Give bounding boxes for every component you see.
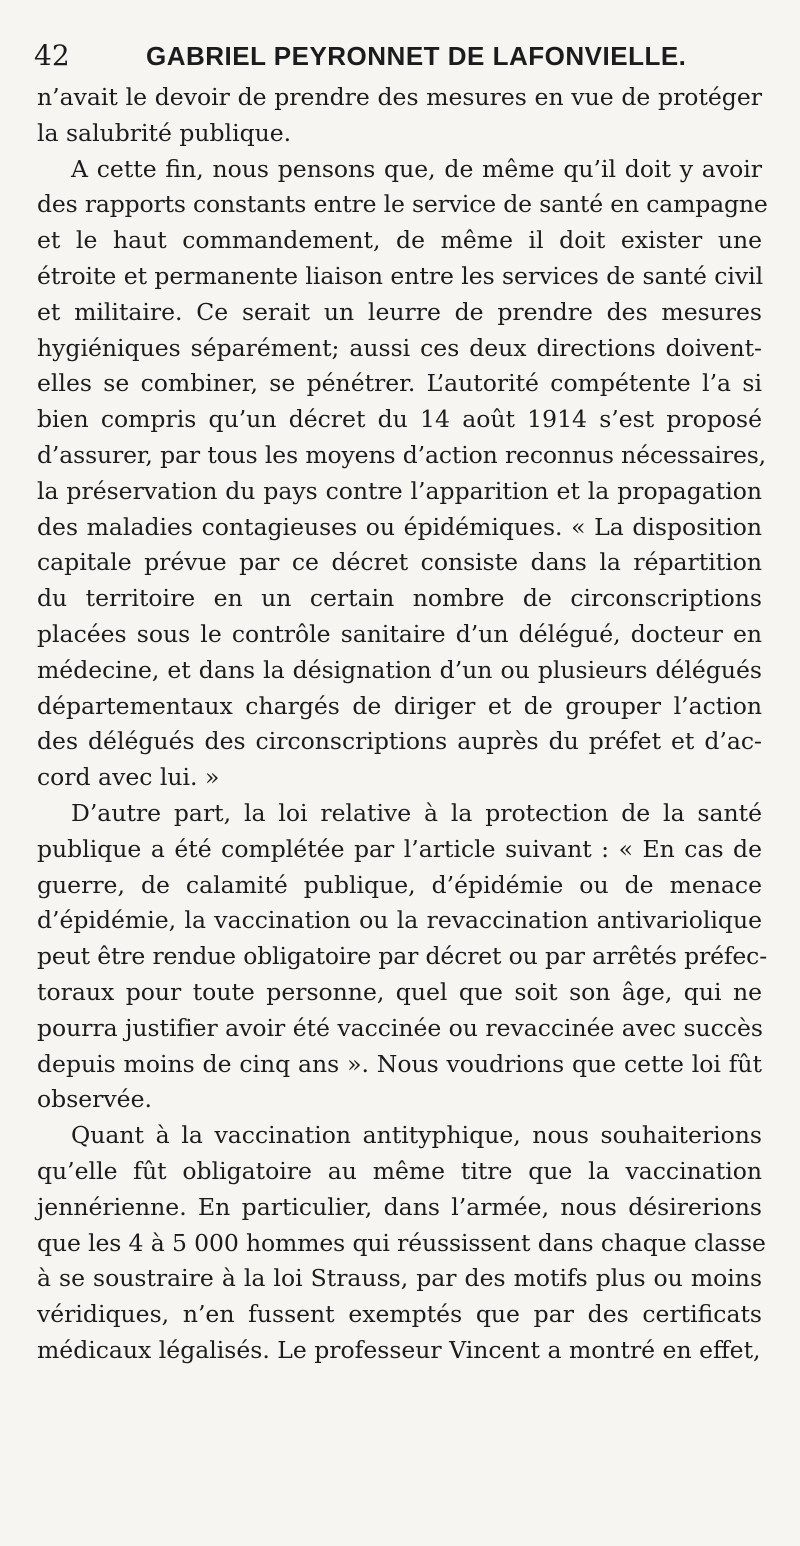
text-line: observée.	[37, 1085, 152, 1114]
text-line: guerre, de calamité publique, d’épidémie ou de menace	[37, 870, 762, 899]
text-line: bien compris qu’un décret du 14 août 1914 s’est proposé	[37, 405, 762, 434]
text-line: peut être rendue obligatoire par décret ou par arrêtés préfec-	[37, 942, 767, 971]
text-line: cord avec lui. »	[37, 763, 220, 792]
text-line: des délégués des circonscriptions auprès du préfet et d’ac-	[37, 727, 762, 756]
paragraph	[37, 152, 768, 796]
text-line: départementaux chargés de diriger et de grouper l’action	[37, 691, 762, 720]
text-line: que les 4 à 5 000 hommes qui réussissent dans chaque classe	[37, 1228, 766, 1257]
text-line: et militaire. Ce serait un leurre de prendre des mesures	[37, 297, 762, 326]
text-line: toraux pour toute personne, quel que soit son âge, qui ne	[37, 977, 762, 1006]
text-line: du territoire en un certain nombre de circonscriptions	[37, 584, 762, 613]
text-line: depuis moins de cinq ans ». Nous voudrions que cette loi fût	[37, 1049, 762, 1078]
paragraph	[37, 796, 767, 1118]
text-line: jennérienne. En particulier, dans l’armée, nous désirerions	[37, 1192, 762, 1221]
text-line: pourra justifier avoir été vaccinée ou revaccinée avec succès	[37, 1013, 763, 1042]
text-line: placées sous le contrôle sanitaire d’un délégué, docteur en	[37, 619, 762, 648]
text-line: hygiéniques séparément; aussi ces deux directions doivent-	[37, 333, 762, 362]
text-line: étroite et permanente liaison entre les services de santé civil	[37, 261, 764, 290]
text-line: D’autre part, la loi relative à la protection de la santé	[71, 798, 762, 827]
text-line: et le haut commandement, de même il doit exister une	[37, 226, 762, 255]
text-line: véridiques, n’en fussent exemptés que par des certificats	[37, 1300, 762, 1329]
text-line: médicaux légalisés. Le professeur Vincent a montré en effet,	[37, 1335, 761, 1364]
text-line: Quant à la vaccination antityphique, nous souhaiterions	[71, 1121, 762, 1150]
text-line: publique a été complétée par l’article suivant : « En cas de	[37, 834, 762, 863]
text-line: d’épidémie, la vaccination ou la revaccination antivariolique	[37, 906, 762, 935]
text-line: d’assurer, par tous les moyens d’action reconnus nécessaires,	[37, 440, 767, 469]
text-line: des rapports constants entre le service de santé en campagne	[37, 190, 768, 219]
text-line: des maladies contagieuses ou épidémiques. « La disposition	[37, 512, 762, 541]
body-text	[37, 80, 768, 1369]
paragraph	[37, 80, 762, 152]
text-line: la préservation du pays contre l’apparition et la propagation	[37, 476, 762, 505]
running-title: GABRIEL PEYRONNET DE LAFONVIELLE.	[146, 41, 687, 71]
text-line: n’avait le devoir de prendre des mesures en vue de protéger	[37, 83, 762, 111]
running-head	[34, 36, 764, 76]
text-line: la salubrité publique.	[37, 118, 292, 147]
text-line: elles se combiner, se pénétrer. L’autorité compétente l’a si	[37, 369, 762, 398]
text-line: à se soustraire à la loi Strauss, par des motifs plus ou moins	[37, 1264, 762, 1293]
text-line: capitale prévue par ce décret consiste dans la répartition	[37, 548, 762, 577]
text-line: médecine, et dans la désignation d’un ou plusieurs délégués	[37, 655, 762, 684]
page-number: 42	[34, 39, 70, 72]
text-line: qu’elle fût obligatoire au même titre que la vaccination	[37, 1156, 762, 1185]
text-line: A cette fin, nous pensons que, de même qu’il doit y avoir	[71, 154, 762, 183]
paragraph	[37, 1118, 766, 1369]
